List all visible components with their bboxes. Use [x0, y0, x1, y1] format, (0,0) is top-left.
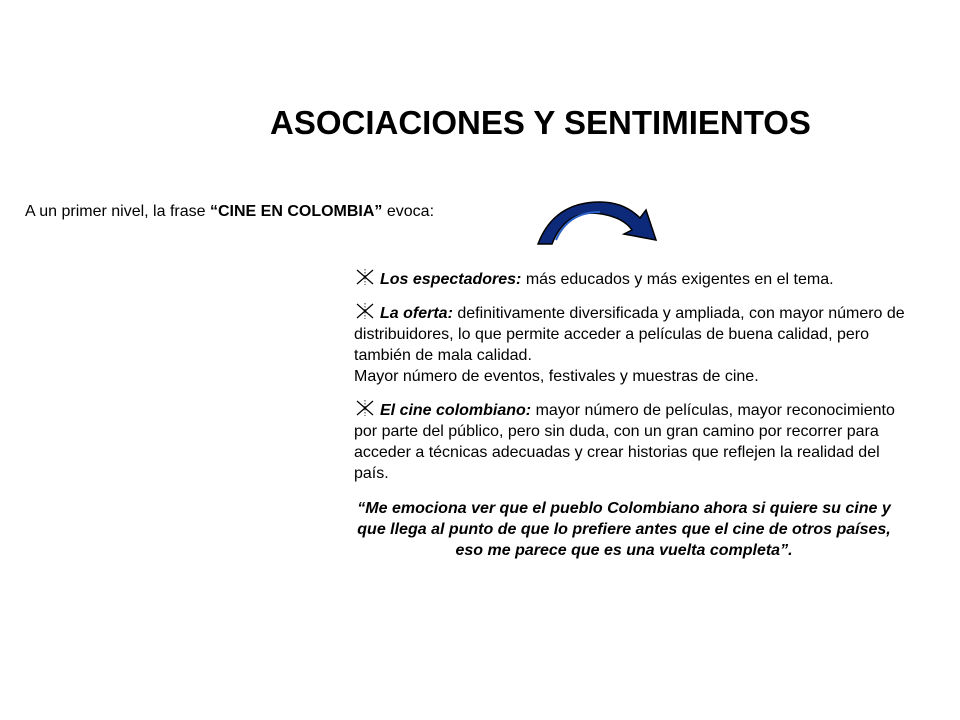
item-text: mayor número de películas, mayor reconocimiento por parte del público, pero sin duda, con un gran camino por recorrer para acceder a técnicas adecuadas y crear historias que reflejen la realidad del país.	[354, 402, 895, 482]
item-text: más educados y más exigentes en el tema.	[521, 271, 834, 288]
item-extra: Mayor número de eventos, festivales y muestras de cine.	[354, 368, 759, 385]
intro-suffix: evoca:	[382, 203, 435, 220]
asterisk-cross-icon	[354, 302, 376, 320]
item-lead: El cine colombiano:	[380, 402, 532, 419]
list-item	[354, 302, 910, 387]
list-item	[354, 268, 910, 290]
curved-arrow-icon	[528, 196, 668, 252]
content-body	[354, 268, 910, 561]
item-lead: La oferta:	[380, 305, 453, 322]
intro-prefix: A un primer nivel, la frase	[25, 203, 210, 220]
testimonial-quote: “Me emociona ver que el pueblo Colombiano ahora si quiere su cine y que llega al punto de que lo prefiere antes que el cine de otros países, eso me parece que es una vuelta completa”.	[357, 500, 891, 559]
item-text: definitivamente diversificada y ampliada, con mayor número de distribuidores, lo que permite acceder a películas de buena calidad, pero también de mala calidad.	[354, 305, 905, 364]
intro-line	[25, 203, 434, 221]
page-title: ASOCIACIONES Y SENTIMIENTOS	[270, 104, 811, 141]
list-item	[354, 399, 910, 484]
intro-emphasis: “CINE EN COLOMBIA”	[209, 203, 383, 220]
asterisk-cross-icon	[354, 268, 376, 286]
item-lead: Los espectadores:	[380, 271, 522, 288]
asterisk-cross-icon	[354, 399, 376, 417]
